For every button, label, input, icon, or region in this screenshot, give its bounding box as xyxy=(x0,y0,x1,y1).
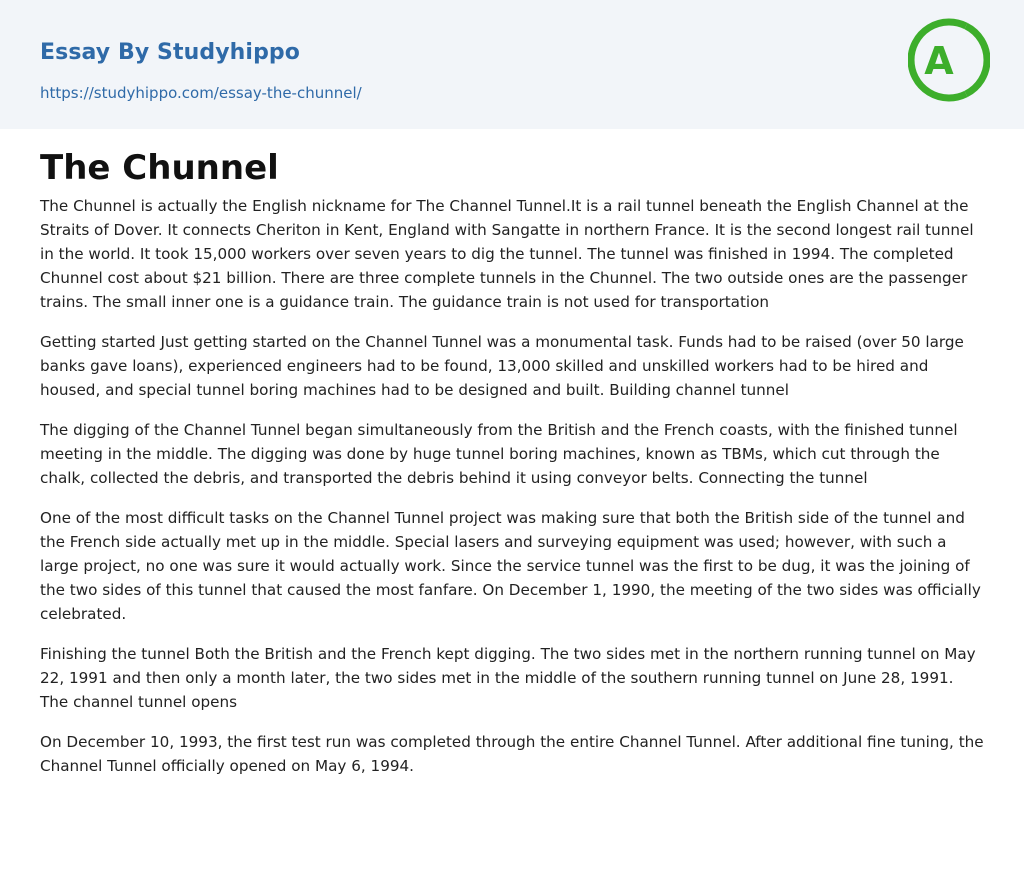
essay-paragraph: On December 10, 1993, the first test run was completed through the entire Channel Tunnel. After additional fine tuning, the Channel Tunnel officially opened on May 6, 1994. xyxy=(40,733,984,775)
site-brand[interactable]: Essay By Studyhippo xyxy=(40,40,300,65)
essay-paragraph: One of the most difficult tasks on the Channel Tunnel project was making sure that both the British side of the tunnel and the French side actually met up in the middle. Special lasers and surveying equipment was used; however, with such a large project, no one was sure it would actually work. Since the service tunnel was the first to be dug, it was the joining of the two sides of this tunnel that caused the most fanfare. On December 1, 1990, the meeting of the two sides was officially celebrated. xyxy=(40,509,981,623)
essay-paragraph: The digging of the Channel Tunnel began simultaneously from the British and the French coasts, with the finished tunnel meeting in the middle. The digging was done by huge tunnel boring machines, known as TBMs, which cut through the chalk, collected the debris, and transported the debris behind it using conveyor belts. Connecting the tunnel xyxy=(40,421,958,487)
essay-title: The Chunnel xyxy=(40,148,279,188)
essay-content xyxy=(40,146,986,794)
essay-paragraph: Getting started Just getting started on the Channel Tunnel was a monumental task. Funds had to be raised (over 50 large banks gave loans), experienced engineers had to be found, 13,000 skilled and unskilled workers had to be hired and housed, and special tunnel boring machines had to be designed and built. Building channel tunnel xyxy=(40,333,964,399)
studyhippo-logo-icon[interactable] xyxy=(908,17,990,107)
essay-paragraph: Finishing the tunnel Both the British and the French kept digging. The two sides met in the northern running tunnel on May 22, 1991 and then only a month later, the two sides met in the middle of the southern running tunnel on June 28, 1991. The channel tunnel opens xyxy=(40,645,976,711)
logo-letter: A xyxy=(924,39,954,83)
essay-paragraph: The Chunnel is actually the English nickname for The Channel Tunnel.It is a rail tunnel beneath the English Channel at the Straits of Dover. It connects Cheriton in Kent, England with Sangatte in northern France. It is the second longest rail tunnel in the world. It took 15,000 workers over seven years to dig the tunnel. The tunnel was finished in 1994. The completed Chunnel cost about $21 billion. There are three complete tunnels in the Chunnel. The two outside ones are the passenger trains. The small inner one is a guidance train. The guidance train is not used for transportation xyxy=(40,197,974,311)
essay-url-link[interactable]: https://studyhippo.com/essay-the-chunnel/ xyxy=(40,84,362,102)
site-header xyxy=(0,0,1024,129)
